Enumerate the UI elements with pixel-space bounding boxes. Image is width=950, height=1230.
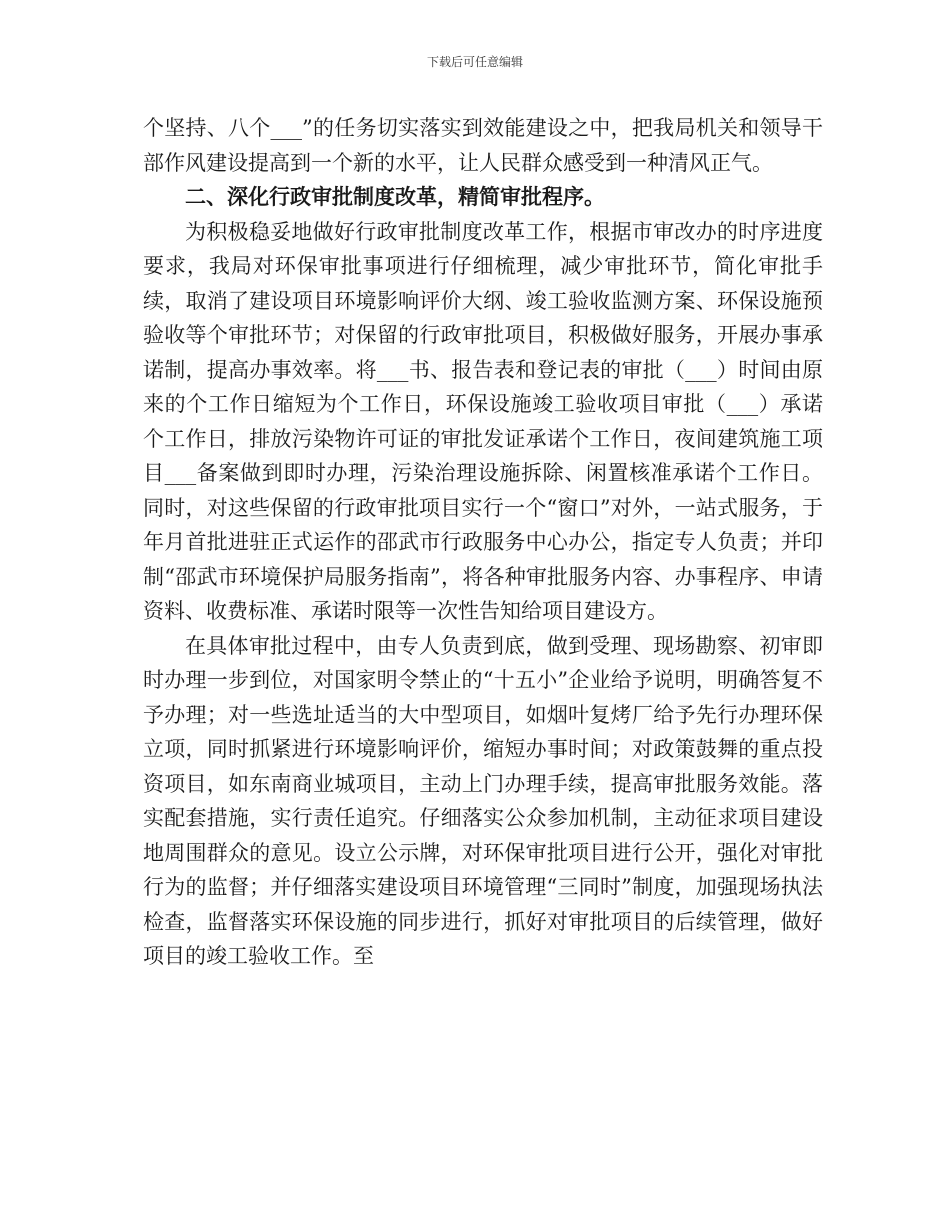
section-heading: 二、深化行政审批制度改革，精简审批程序。 [185, 184, 605, 209]
document-body [143, 111, 823, 974]
paragraph: 在具体审批过程中，由专人负责到底，做到受理、现场勘察、初审即时办理一步到位，对国家明令禁止的“十五小”企业给予说明，明确答复不予办理；对一些选址适当的大中型项目，如烟叶复烤厂给予先行办理环保立项，同时抓紧进行环境影响评价，缩短办事时间；对政策鼓舞的重点投资项目，如东南商业城项目，主动上门办理手续，提高审批服务效能。落实配套措施，实行责任追究。仔细落实公众参加机制，主动征求项目建设地周围群众的意见。设立公示牌，对环保审批项目进行公开，强化对审批行为的监督；并仔细落实建设项目环境管理“三同时”制度，加强现场执法检查，监督落实环保设施的同步进行，抓好对审批项目的后续管理，做好项目的竣工验收工作。至 [143, 633, 823, 968]
page-header-note: 下载后可任意编辑 [426, 55, 523, 69]
paragraph-continuation: 个坚持、八个___”的任务切实落实到效能建设之中，把我局机关和领导干部作风建设提高到一个新的水平，让人民群众感受到一种清风正气。 [143, 116, 823, 175]
paragraph: 为积极稳妥地做好行政审批制度改革工作，根据市审改办的时序进度要求，我局对环保审批事项进行仔细梳理，减少审批环节，简化审批手续，取消了建设项目环境影响评价大纲、竣工验收监测方案、环保设施预验收等个审批环节；对保留的行政审批项目，积极做好服务，开展办事承诺制，提高办事效率。将___书、报告表和登记表的审批（___）时间由原来的个工作日缩短为个工作日，环保设施竣工验收项目审批（___）承诺个工作日，排放污染物许可证的审批发证承诺个工作日，夜间建筑施工项目___备案做到即时办理，污染治理设施拆除、闲置核准承诺个工作日。同时，对这些保留的行政审批项目实行一个“窗口”对外，一站式服务，于年月首批进驻正式运作的邵武市行政服务中心办公，指定专人负责；并印制“邵武市环境保护局服务指南”，将各种审批服务内容、办事程序、申请资料、收费标准、承诺时限等一次性告知给项目建设方。 [143, 219, 823, 623]
